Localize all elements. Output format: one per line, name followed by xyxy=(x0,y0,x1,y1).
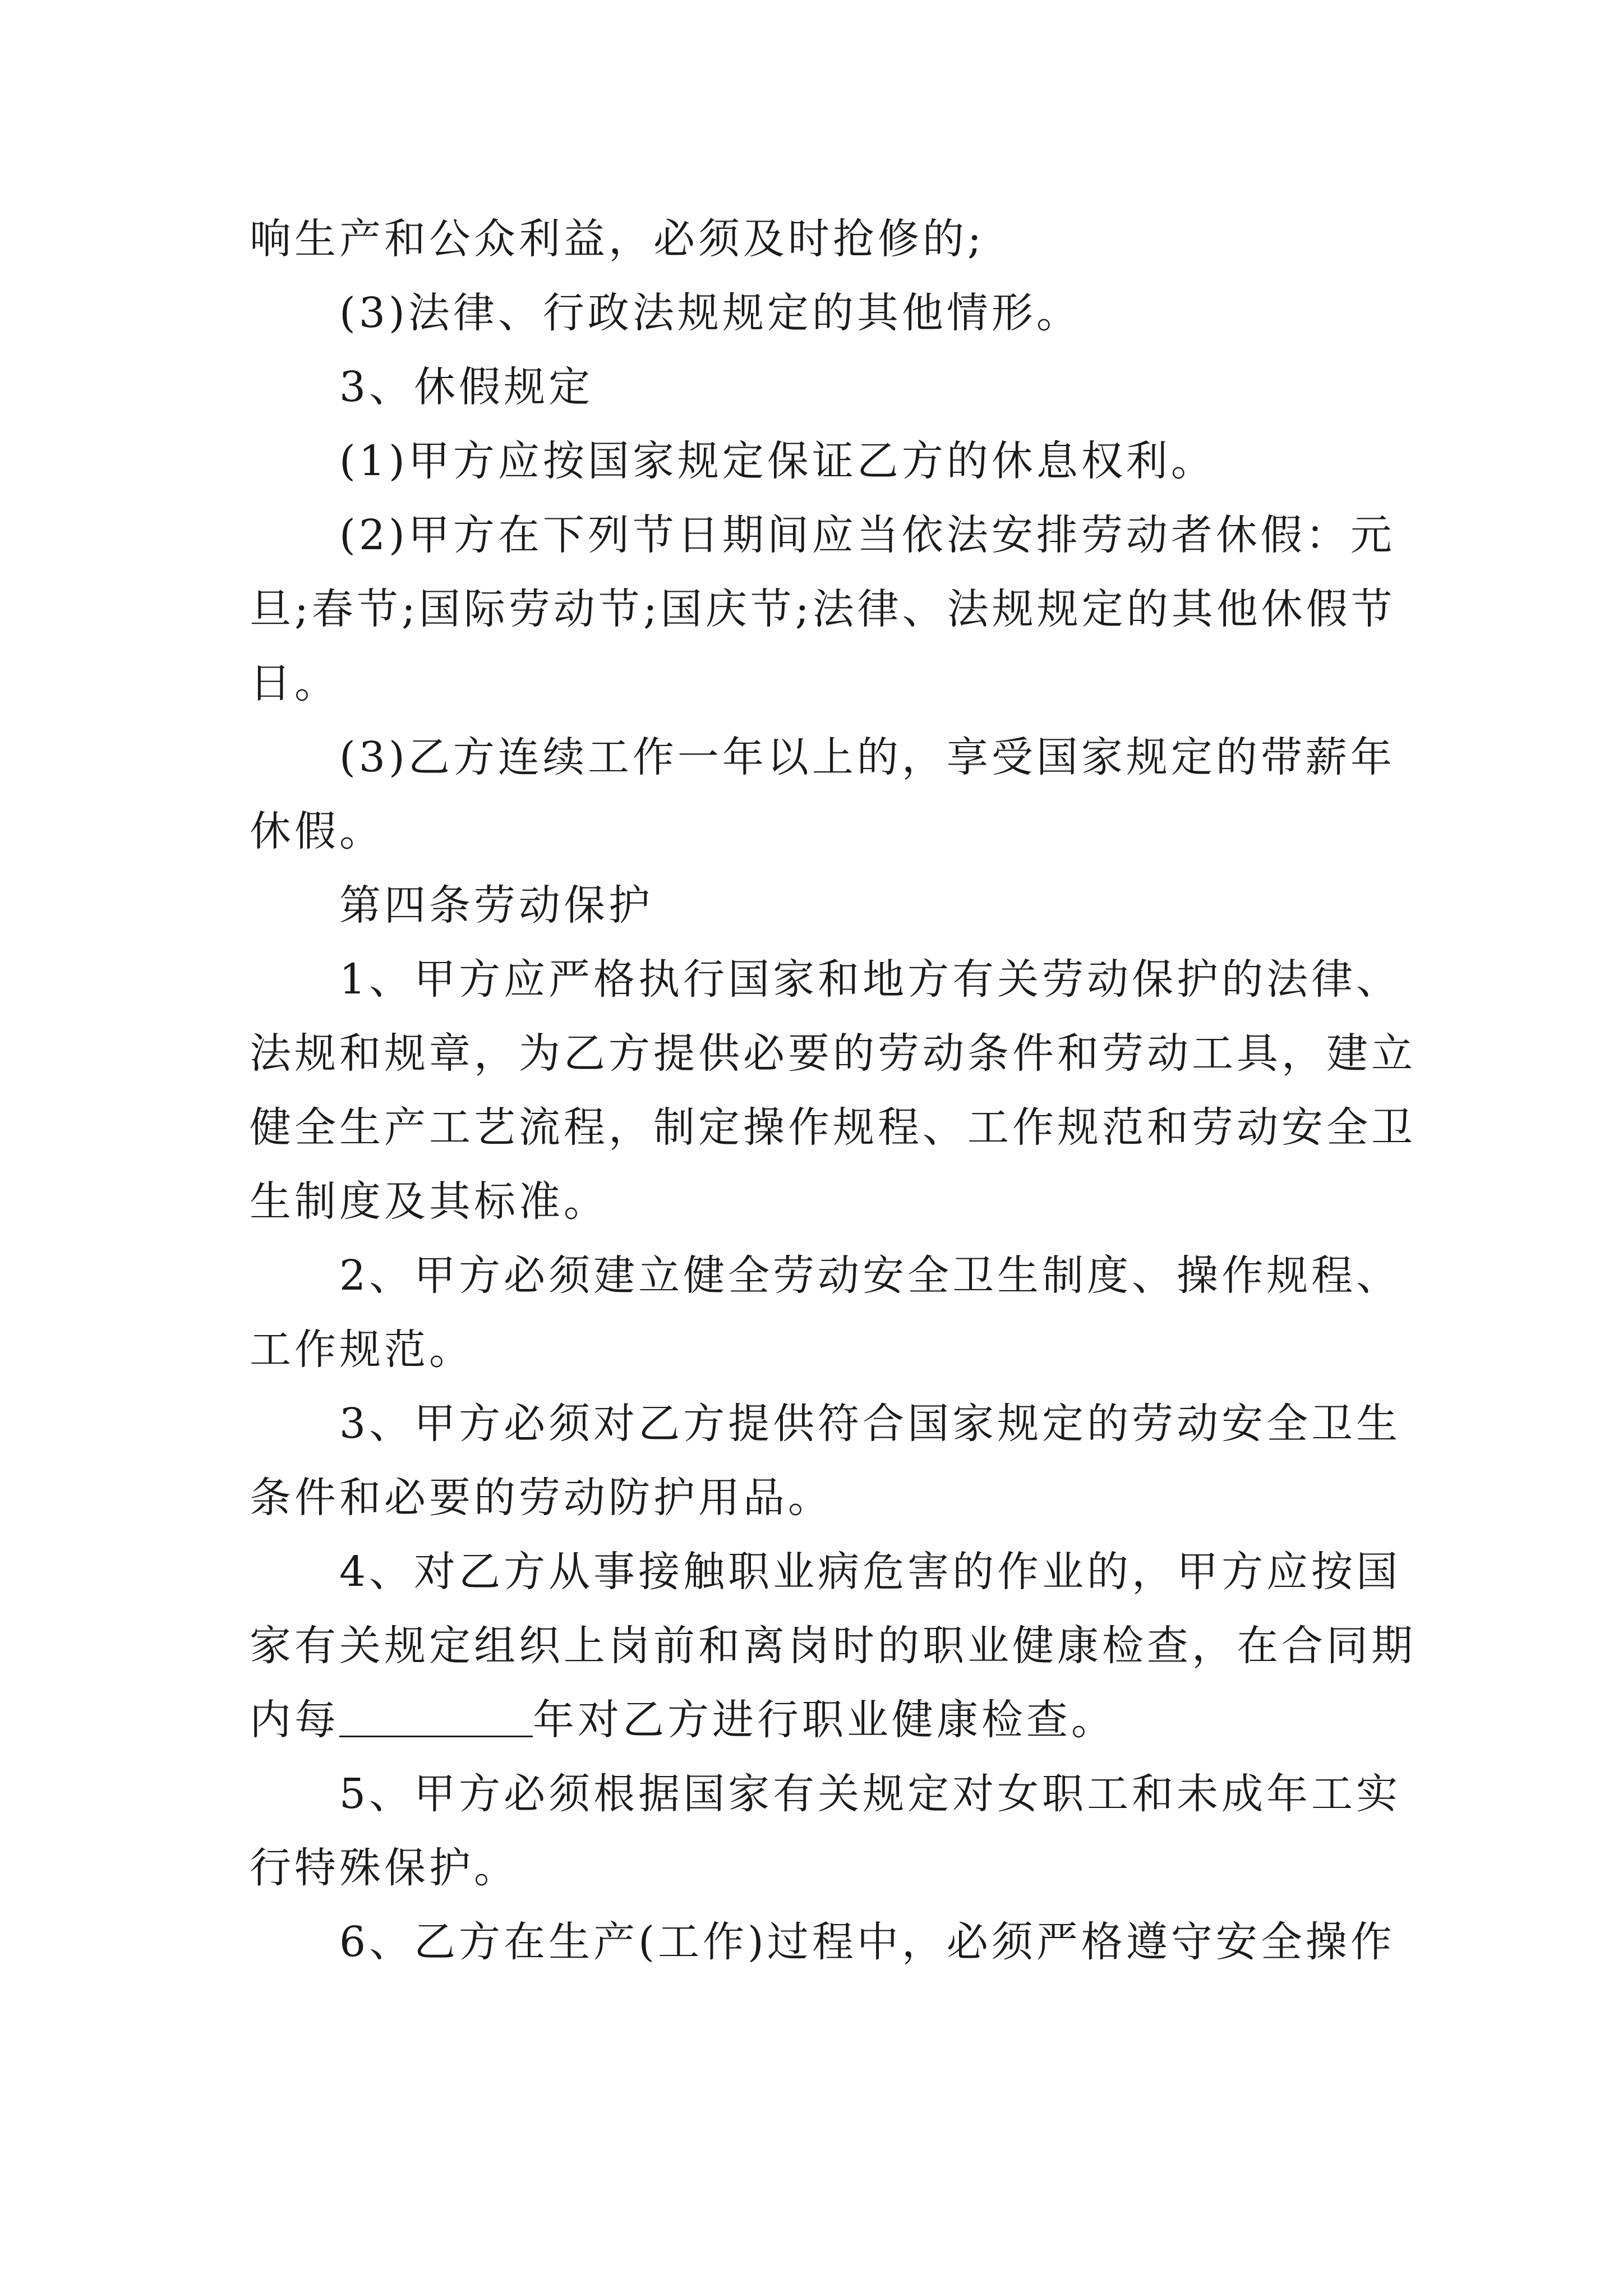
paragraph xyxy=(250,1757,1401,1905)
document-body xyxy=(250,202,1416,1979)
text-line: 3、休假规定 xyxy=(339,363,594,411)
text-line: 6、乙方在生产(工作)过程中，必须严格遵守安全操作 xyxy=(339,1918,1395,1966)
paragraph xyxy=(250,276,1388,350)
text-line: 生制度及其标准。 xyxy=(250,1177,608,1226)
text-line xyxy=(250,1683,1388,1757)
paragraph xyxy=(250,1905,1395,1979)
paragraph xyxy=(250,1387,1401,1535)
paragraph xyxy=(250,1535,1416,1683)
paragraph xyxy=(250,424,1388,498)
section-heading xyxy=(250,350,1388,424)
text-line: 响生产和公众利益，必须及时抢修的; xyxy=(250,215,985,263)
paragraph xyxy=(250,720,1395,868)
text-line: 2、甲方必须建立健全劳动安全卫生制度、操作规程、 xyxy=(339,1251,1401,1300)
text-line: (1)甲方应按国家规定保证乙方的休息权利。 xyxy=(339,437,1216,485)
text-line: 5、甲方必须根据国家有关规定对女职工和未成年工实 xyxy=(339,1770,1401,1818)
text-line: 3、甲方必须对乙方提供符合国家规定的劳动安全卫生 xyxy=(339,1400,1401,1448)
text-line: 4、对乙方从事接触职业病危害的作业的，甲方应按国 xyxy=(339,1548,1401,1596)
text-line: (3)法律、行政法规规定的其他情形。 xyxy=(339,289,1081,337)
paragraph xyxy=(250,202,1388,276)
article-heading xyxy=(250,868,1388,942)
text-after-blank: 年对乙方进行职业健康检查。 xyxy=(533,1696,1116,1744)
text-line: 条件和必要的劳动防护用品。 xyxy=(250,1474,833,1522)
text-line: 日。 xyxy=(250,659,339,707)
paragraph xyxy=(250,498,1396,720)
text-line: 法规和规章，为乙方提供必要的劳动条件和劳动工具，建立 xyxy=(250,1029,1416,1078)
text-line: 行特殊保护。 xyxy=(250,1844,519,1892)
text-before-blank: 内每 xyxy=(250,1696,339,1744)
text-line: 家有关规定组织上岗前和离岗时的职业健康检查，在合同期 xyxy=(250,1622,1416,1670)
text-line: 工作规范。 xyxy=(250,1326,474,1374)
text-line: (2)甲方在下列节日期间应当依法安排劳动者休假：元 xyxy=(339,511,1395,559)
paragraph xyxy=(250,1239,1401,1387)
text-line: 旦;春节;国际劳动节;国庆节;法律、法规规定的其他休假节 xyxy=(250,585,1396,633)
text-line: (3)乙方连续工作一年以上的，享受国家规定的带薪年 xyxy=(339,733,1395,781)
text-line: 休假。 xyxy=(250,807,384,855)
text-line: 1、甲方应严格执行国家和地方有关劳动保护的法律、 xyxy=(339,955,1401,1004)
text-line: 健全生产工艺流程，制定操作规程、工作规范和劳动安全卫 xyxy=(250,1103,1416,1152)
text-line: 第四条劳动保护 xyxy=(339,881,653,930)
paragraph-continuation xyxy=(250,1683,1388,1757)
paragraph xyxy=(250,942,1416,1239)
fill-in-blank xyxy=(339,1694,533,1737)
